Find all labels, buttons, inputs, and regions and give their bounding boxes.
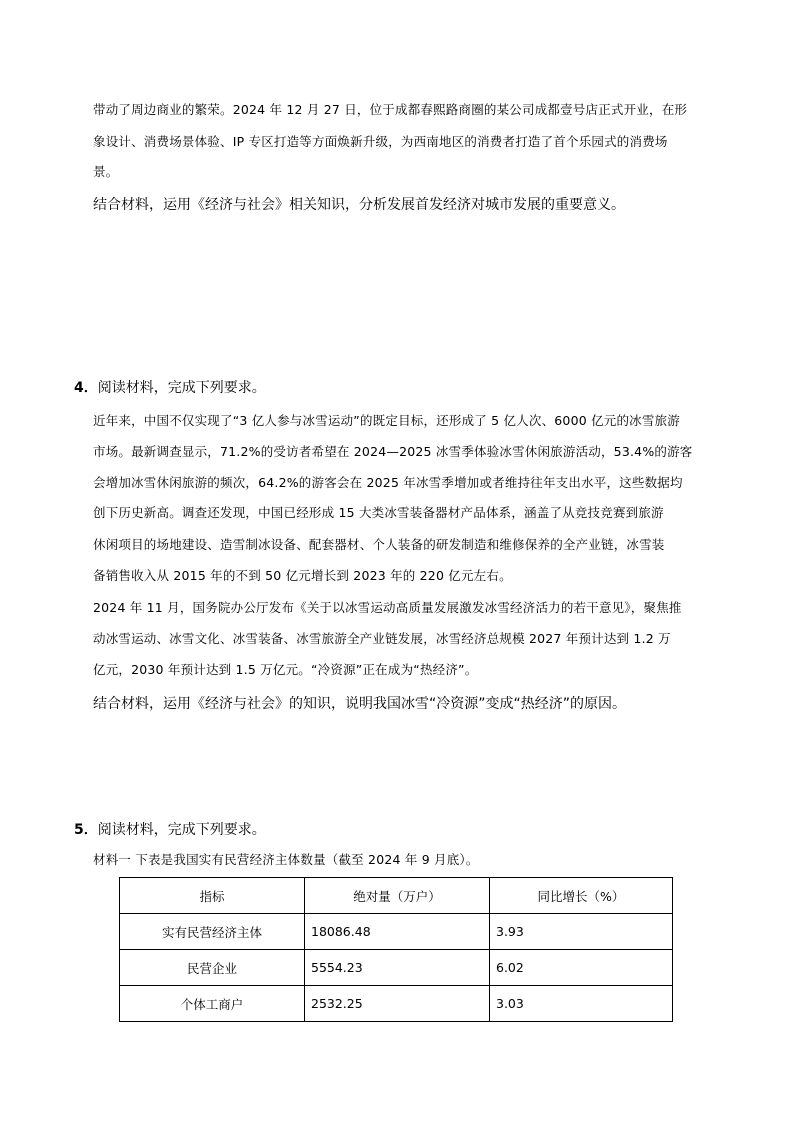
s4-number: 4． (74, 380, 98, 396)
s5-number: 5． (74, 822, 98, 838)
s4-p2-line-3: 亿元，2030 年预计达到 1.5 万亿元。“冷资源”正在成为“热经济”。 (93, 662, 478, 677)
s4-p2-line-1: 2024 年 11 月，国务院办公厅发布《关于以冰雪运动高质量发展激发冰雪经济活力的若干意见》，聚焦推 (93, 600, 682, 615)
s3-line-3: 景。 (93, 164, 119, 179)
s4-question: 结合材料，运用《经济与社会》的知识，说明我国冰雪“冷资源”变成“热经济”的原因。 (93, 696, 627, 712)
table-cell-absolute: 2532.25 (305, 986, 490, 1022)
s4-p1-line-4: 创下历史新高。调查还发现，中国已经形成 15 大类冰雪装备器材产品体系，涵盖了从竞技竞赛到旅游 (93, 505, 664, 520)
table-cell-indicator: 民营企业 (120, 950, 305, 986)
s3-question: 结合材料，运用《经济与社会》相关知识，分析发展首发经济对城市发展的重要意义。 (93, 197, 625, 213)
s4-p1-line-2: 市场。最新调查显示，71.2%的受访者希望在 2024—2025 冰雪季体验冰雪休闲旅游活动，53.4%的游客 (93, 444, 693, 459)
s4-p1-line-3: 会增加冰雪休闲旅游的频次，64.2%的游客会在 2025 年冰雪季增加或者维持往年支出水平，这些数据均 (93, 475, 683, 490)
table-row (120, 986, 673, 1022)
table-cell-absolute: 18086.48 (305, 914, 490, 950)
table-cell-growth: 6.02 (490, 950, 673, 986)
s4-p1-line-1: 近年来，中国不仅实现了“3 亿人参与冰雪运动”的既定目标，还形成了 5 亿人次、6000 亿元的冰雪旅游 (93, 413, 680, 428)
table-cell-indicator: 实有民营经济主体 (120, 914, 305, 950)
s4-p1-line-5: 休闲项目的场地建设、造雪制冰设备、配套器材、个人装备的研发制造和维修保养的全产业链，冰雪装 (93, 537, 665, 552)
table-header-cell: 指标 (120, 878, 305, 914)
s3-line-1: 带动了周边商业的繁荣。2024 年 12 月 27 日，位于成都春熙路商圈的某公司成都壹号店正式开业，在形 (93, 102, 688, 117)
s4-p2-line-2: 动冰雪运动、冰雪文化、冰雪装备、冰雪旅游全产业链发展，冰雪经济总规模 2027 年预计达到 1.2 万 (93, 631, 671, 646)
table-header-cell: 绝对量（万户） (305, 878, 490, 914)
table-cell-absolute: 5554.23 (305, 950, 490, 986)
table-cell-indicator: 个体工商户 (120, 986, 305, 1022)
s4-heading-row (74, 378, 266, 398)
table-header-row (120, 878, 673, 914)
table-cell-growth: 3.93 (490, 914, 673, 950)
table-header-cell: 同比增长（%） (490, 878, 673, 914)
s4-p1-line-6: 备销售收入从 2015 年的不到 50 亿元增长到 2023 年的 220 亿元左右。 (93, 568, 512, 583)
table-row (120, 950, 673, 986)
s5-material-intro: 材料一 下表是我国实有民营经济主体数量（截至 2024 年 9 月底）。 (93, 852, 479, 867)
s3-line-2: 象设计、消费场景体验、IP 专区打造等方面焕新升级，为西南地区的消费者打造了首个乐园式的消费场 (93, 134, 668, 149)
table-cell-growth: 3.03 (490, 986, 673, 1022)
table-row (120, 914, 673, 950)
s4-heading: 阅读材料，完成下列要求。 (97, 380, 266, 396)
private-economy-table (119, 877, 673, 1022)
s5-heading-row (74, 820, 266, 840)
s5-heading: 阅读材料，完成下列要求。 (97, 822, 266, 838)
